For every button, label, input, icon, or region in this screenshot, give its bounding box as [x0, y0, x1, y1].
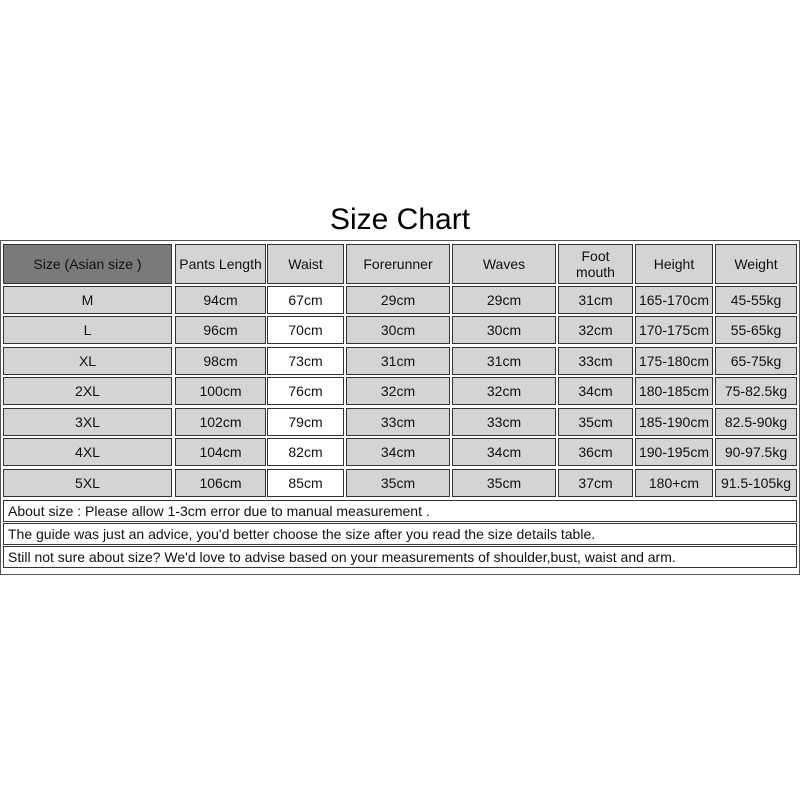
- cell-weight: 75-82.5kg: [715, 377, 797, 405]
- cell-size: 3XL: [3, 408, 172, 436]
- cell-waist: 70cm: [267, 316, 344, 344]
- cell-pants-length: 104cm: [175, 438, 266, 466]
- cell-size: M: [3, 286, 172, 314]
- cell-forerunner: 35cm: [346, 469, 450, 497]
- cell-height: 185-190cm: [635, 408, 713, 436]
- cell-foot-mouth: 37cm: [558, 469, 633, 497]
- cell-height: 175-180cm: [635, 347, 713, 375]
- cell-waves: 31cm: [452, 347, 556, 375]
- cell-forerunner: 29cm: [346, 286, 450, 314]
- cell-waves: 30cm: [452, 316, 556, 344]
- cell-height: 180+cm: [635, 469, 713, 497]
- cell-foot-mouth: 33cm: [558, 347, 633, 375]
- size-note: The guide was just an advice, you'd better choose the size after you read the size details table.: [3, 523, 797, 545]
- cell-weight: 82.5-90kg: [715, 408, 797, 436]
- cell-forerunner: 33cm: [346, 408, 450, 436]
- cell-weight: 90-97.5kg: [715, 438, 797, 466]
- cell-foot-mouth: 34cm: [558, 377, 633, 405]
- cell-waist: 82cm: [267, 438, 344, 466]
- header-waves: Waves: [452, 244, 556, 284]
- cell-foot-mouth: 36cm: [558, 438, 633, 466]
- cell-waves: 29cm: [452, 286, 556, 314]
- size-chart-table: [0, 240, 800, 575]
- cell-forerunner: 30cm: [346, 316, 450, 344]
- cell-height: 190-195cm: [635, 438, 713, 466]
- cell-weight: 91.5-105kg: [715, 469, 797, 497]
- cell-waist: 85cm: [267, 469, 344, 497]
- cell-size: 5XL: [3, 469, 172, 497]
- cell-waist: 67cm: [267, 286, 344, 314]
- cell-forerunner: 34cm: [346, 438, 450, 466]
- cell-forerunner: 32cm: [346, 377, 450, 405]
- cell-pants-length: 94cm: [175, 286, 266, 314]
- cell-waist: 79cm: [267, 408, 344, 436]
- cell-foot-mouth: 32cm: [558, 316, 633, 344]
- cell-height: 180-185cm: [635, 377, 713, 405]
- header-waist: Waist: [267, 244, 344, 284]
- cell-size: XL: [3, 347, 172, 375]
- cell-weight: 65-75kg: [715, 347, 797, 375]
- cell-size: 4XL: [3, 438, 172, 466]
- cell-waves: 35cm: [452, 469, 556, 497]
- cell-forerunner: 31cm: [346, 347, 450, 375]
- cell-size: L: [3, 316, 172, 344]
- cell-waves: 33cm: [452, 408, 556, 436]
- cell-pants-length: 96cm: [175, 316, 266, 344]
- cell-foot-mouth: 35cm: [558, 408, 633, 436]
- header-forerunner: Forerunner: [346, 244, 450, 284]
- header-foot-mouth: Foot mouth: [558, 244, 633, 284]
- cell-pants-length: 102cm: [175, 408, 266, 436]
- cell-waves: 32cm: [452, 377, 556, 405]
- size-chart-title: Size Chart: [329, 203, 471, 236]
- cell-foot-mouth: 31cm: [558, 286, 633, 314]
- cell-size: 2XL: [3, 377, 172, 405]
- cell-pants-length: 98cm: [175, 347, 266, 375]
- cell-waist: 73cm: [267, 347, 344, 375]
- cell-weight: 45-55kg: [715, 286, 797, 314]
- size-note: Still not sure about size? We'd love to advise based on your measurements of shoulder,bust, waist and arm.: [3, 546, 797, 568]
- cell-height: 165-170cm: [635, 286, 713, 314]
- header-pants-length: Pants Length: [175, 244, 266, 284]
- cell-height: 170-175cm: [635, 316, 713, 344]
- cell-waist: 76cm: [267, 377, 344, 405]
- cell-waves: 34cm: [452, 438, 556, 466]
- header-height: Height: [635, 244, 713, 284]
- header-size: Size (Asian size ): [3, 244, 172, 284]
- cell-weight: 55-65kg: [715, 316, 797, 344]
- cell-pants-length: 106cm: [175, 469, 266, 497]
- cell-pants-length: 100cm: [175, 377, 266, 405]
- size-note: About size : Please allow 1-3cm error due to manual measurement .: [3, 500, 797, 522]
- header-weight: Weight: [715, 244, 797, 284]
